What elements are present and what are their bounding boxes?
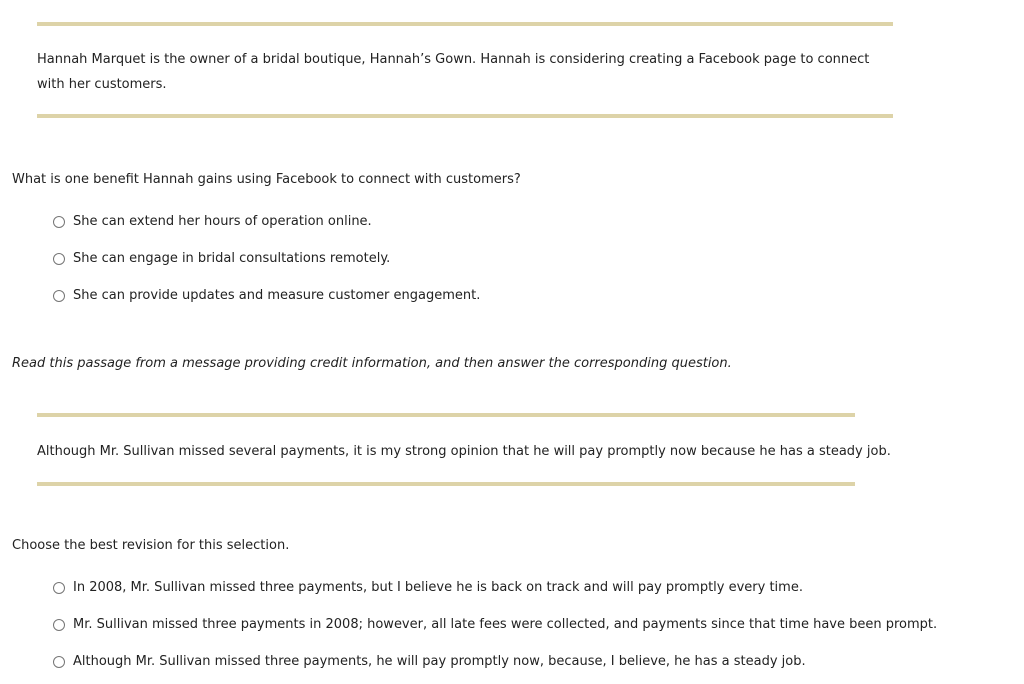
answer-option-2-2[interactable] <box>53 617 937 632</box>
passage-block-1 <box>37 22 893 118</box>
passage-top-rule <box>37 413 855 417</box>
question-prompt-2: Choose the best revision for this selection. <box>12 538 290 553</box>
radio-button[interactable] <box>53 656 65 668</box>
answer-option-label: Mr. Sullivan missed three payments in 2008; however, all late fees were collected, and payments since that time have been prompt. <box>73 617 938 632</box>
question-instruction-2: Read this passage from a message providing credit information, and then answer the corresponding question. <box>12 356 732 371</box>
passage-block-2 <box>37 413 891 486</box>
passage-bottom-rule <box>37 114 893 118</box>
radio-button[interactable] <box>53 290 65 302</box>
passage-top-rule <box>37 22 893 26</box>
passage-bottom-rule <box>37 482 855 486</box>
answer-option-label: In 2008, Mr. Sullivan missed three payments, but I believe he is back on track and will pay promptly every time. <box>73 580 803 595</box>
radio-button[interactable] <box>53 253 65 265</box>
answer-option-1-1[interactable] <box>53 214 372 229</box>
passage-text-1: Hannah Marquet is the owner of a bridal boutique, Hannah’s Gown. Hannah is considering creating a Facebook page to connect with her customers. <box>37 52 870 92</box>
passage-text-2: Although Mr. Sullivan missed several payments, it is my strong opinion that he will pay promptly now because he has a steady job. <box>37 444 891 459</box>
answer-option-2-1[interactable] <box>53 580 803 595</box>
answer-option-label: She can provide updates and measure customer engagement. <box>73 288 481 303</box>
answer-option-2-3[interactable] <box>53 654 806 669</box>
radio-button[interactable] <box>53 619 65 631</box>
radio-button[interactable] <box>53 582 65 594</box>
answer-option-label: She can engage in bridal consultations remotely. <box>73 251 391 266</box>
answer-option-1-2[interactable] <box>53 251 390 266</box>
question-prompt-1: What is one benefit Hannah gains using Facebook to connect with customers? <box>12 172 521 187</box>
answer-option-label: Although Mr. Sullivan missed three payments, he will pay promptly now, because, I believe, he has a steady job. <box>73 654 806 669</box>
radio-button[interactable] <box>53 216 65 228</box>
answer-option-label: She can extend her hours of operation online. <box>73 214 372 229</box>
answer-option-1-3[interactable] <box>53 288 480 303</box>
